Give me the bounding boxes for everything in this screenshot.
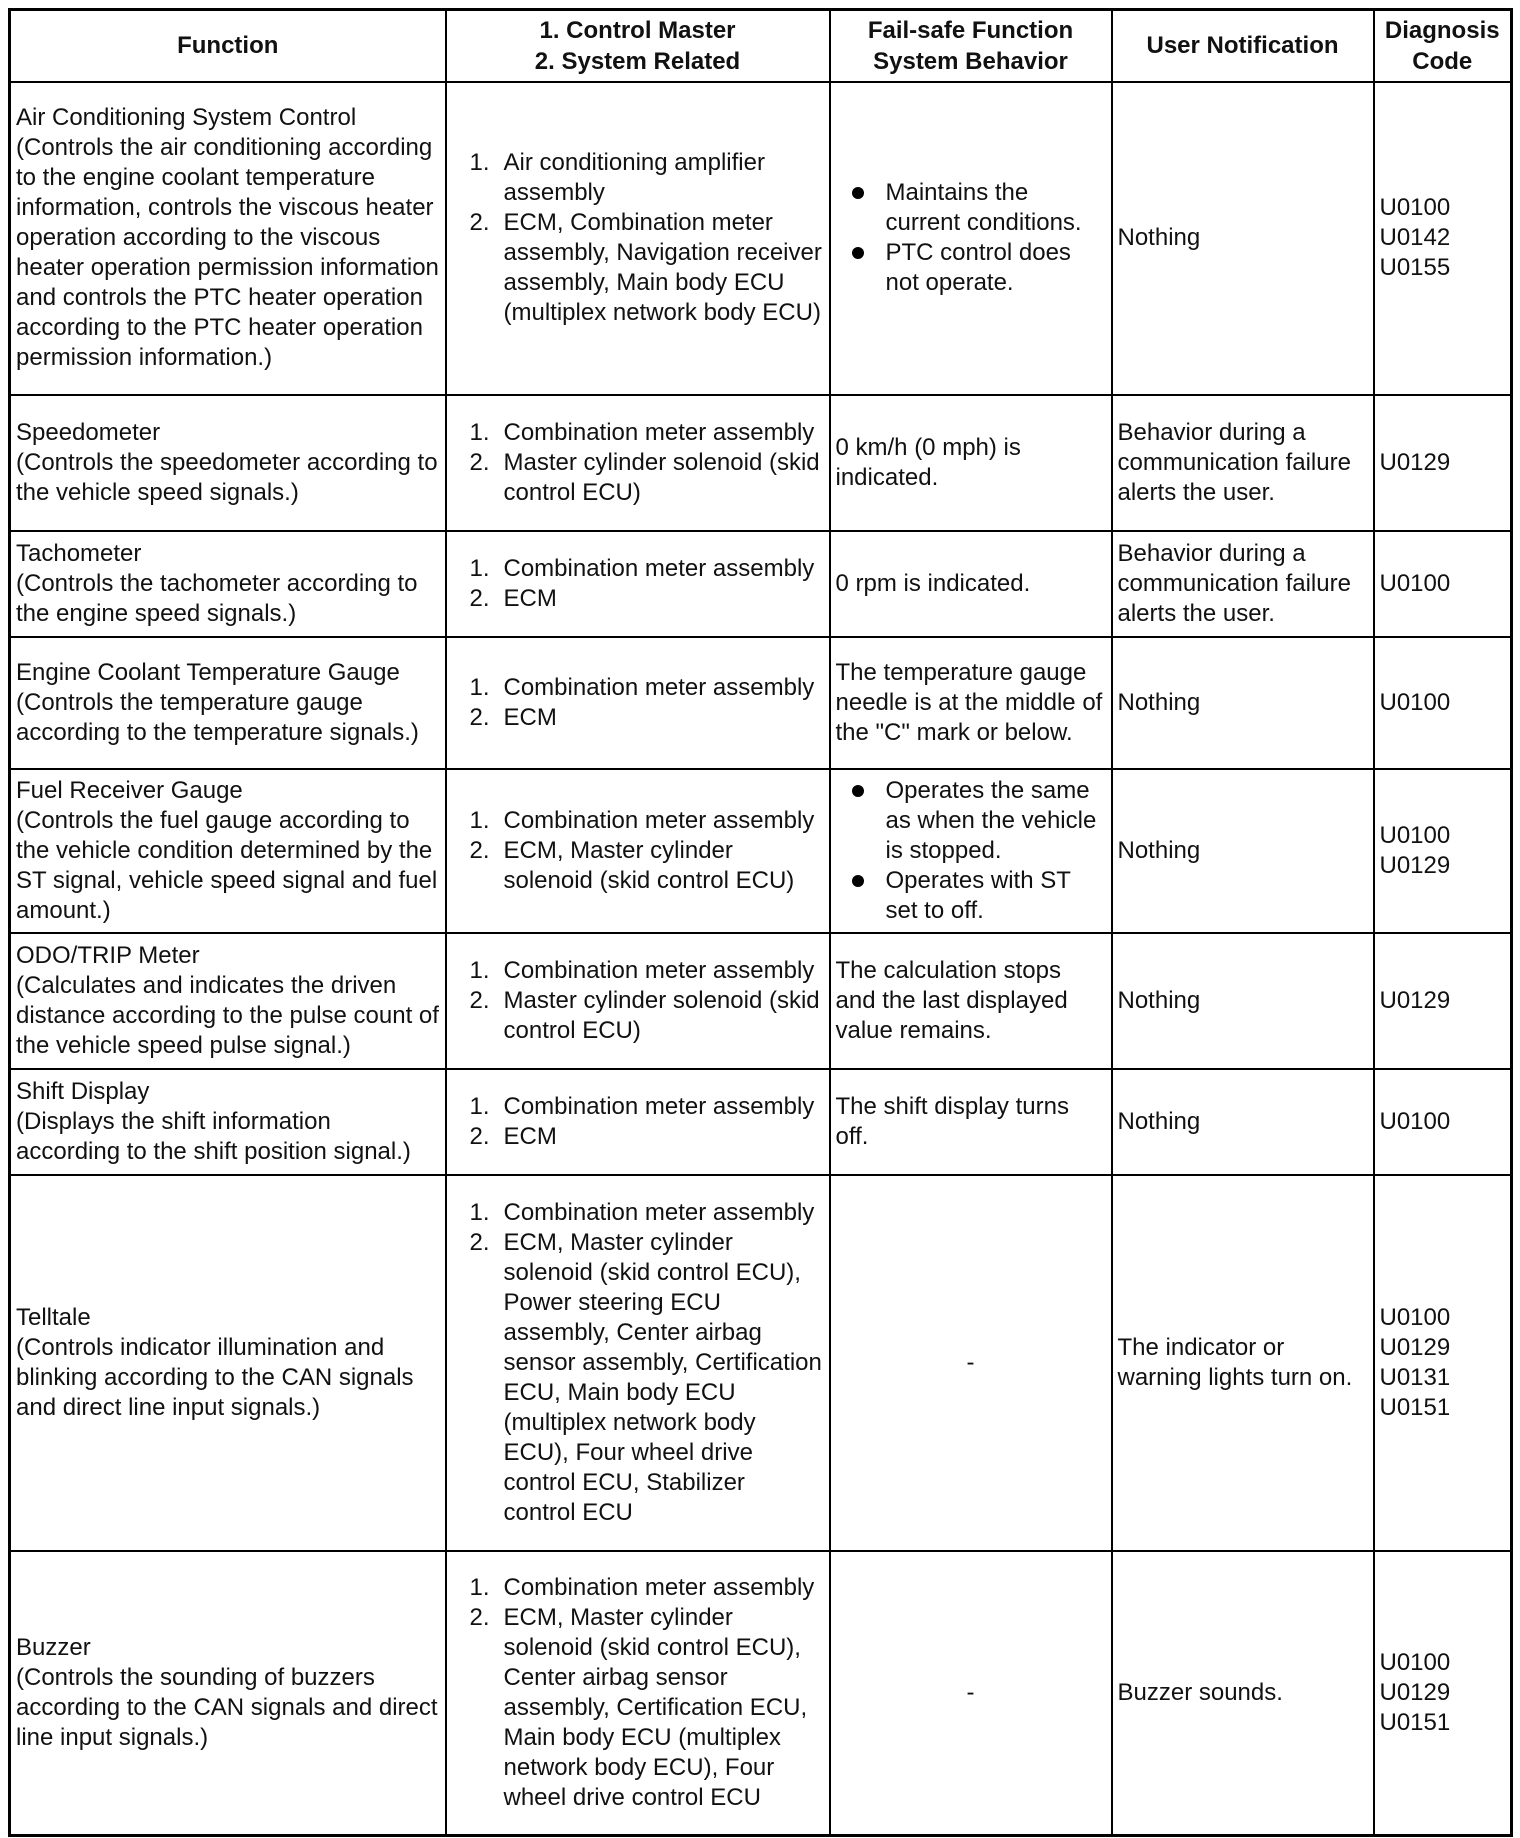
function-description: (Controls the tachometer according to the engine speed signals.) (16, 569, 418, 627)
diagnosis-code: U0129 (1379, 986, 1451, 1014)
function-cell (10, 1069, 446, 1175)
bullet-icon (852, 187, 864, 199)
function-cell (10, 637, 446, 769)
function-title: Buzzer (16, 1633, 91, 1661)
header-failsafe: Fail-safe Function System Behavior (830, 10, 1112, 82)
diagnosis-code: U0129 (1379, 1333, 1451, 1361)
notification-cell: Nothing (1112, 769, 1374, 933)
system-related: Master cylinder solenoid (skid control ECU) (503, 986, 820, 1044)
control-master: Combination meter assembly (503, 1198, 815, 1226)
function-title: ODO/TRIP Meter (16, 941, 200, 969)
failsafe-cell: The calculation stops and the last displayed value remains. (830, 933, 1112, 1069)
table-row (10, 933, 1512, 1069)
failsafe-cell: 0 rpm is indicated. (830, 531, 1112, 637)
function-title: Engine Coolant Temperature Gauge (16, 658, 400, 686)
diagnosis-code: U0155 (1379, 254, 1451, 281)
control-cell (446, 395, 830, 531)
table-row (10, 1551, 1512, 1836)
function-cell (10, 531, 446, 637)
failsafe-item: Operates with ST set to off. (886, 866, 1106, 926)
system-related: ECM, Master cylinder solenoid (skid control ECU), Center airbag sensor assembly, Certification ECU, Main body ECU (multiplex network body ECU), Four wheel drive control ECU (503, 1603, 808, 1811)
control-master: Combination meter assembly (503, 1573, 815, 1601)
header-user-notification: User Notification (1112, 10, 1374, 82)
diagnosis-code: U0129 (1379, 448, 1451, 476)
bullet-icon (852, 785, 864, 797)
diagnosis-code: U0131 (1379, 1363, 1451, 1391)
control-cell (446, 531, 830, 637)
header-control-master: 1. Control Master 2. System Related (446, 10, 830, 82)
control-master: Combination meter assembly (503, 418, 815, 446)
diagnosis-code-cell (1374, 82, 1512, 395)
table-row (10, 82, 1512, 395)
system-related: ECM, Master cylinder solenoid (skid control ECU) (503, 836, 795, 894)
diagnosis-code-cell (1374, 1551, 1512, 1836)
diagnosis-code-cell (1374, 531, 1512, 637)
header-row (10, 10, 1512, 82)
function-cell (10, 1551, 446, 1836)
control-master: Combination meter assembly (503, 1092, 815, 1120)
function-title: Telltale (16, 1303, 91, 1331)
function-cell (10, 82, 446, 395)
function-cell (10, 933, 446, 1069)
diagnosis-code-cell (1374, 1175, 1512, 1551)
system-related: Master cylinder solenoid (skid control ECU) (503, 448, 820, 506)
function-title: Shift Display (16, 1077, 150, 1105)
header-function: Function (10, 10, 446, 82)
notification-cell: Nothing (1112, 637, 1374, 769)
function-description: (Controls the temperature gauge according to the temperature signals.) (16, 688, 419, 746)
system-related: ECM, Master cylinder solenoid (skid control ECU), Power steering ECU assembly, Center airbag sensor assembly, Certification ECU, Main body ECU (multiplex network body ECU), Four wheel drive control ECU, Stabilizer control ECU (503, 1228, 822, 1526)
function-title: Tachometer (16, 539, 142, 567)
diagnosis-code: U0100 (1379, 1648, 1451, 1676)
notification-cell: Behavior during a communication failure alerts the user. (1112, 531, 1374, 637)
diagnosis-code: U0100 (1379, 1107, 1451, 1135)
function-description: (Controls indicator illumination and blinking according to the CAN signals and direct line input signals.) (16, 1333, 414, 1421)
function-description: (Displays the shift information according to the shift position signal.) (16, 1107, 411, 1165)
function-description: (Controls the speedometer according to the vehicle speed signals.) (16, 448, 438, 506)
control-cell (446, 1551, 830, 1836)
function-title: Speedometer (16, 418, 161, 446)
notification-cell: Nothing (1112, 1069, 1374, 1175)
control-cell (446, 1175, 830, 1551)
header-diagnosis-code: Diagnosis Code (1374, 10, 1512, 82)
failsafe-item: Maintains the current conditions. (886, 178, 1106, 238)
diagnosis-code: U0100 (1379, 569, 1451, 597)
failsafe-cell: The shift display turns off. (830, 1069, 1112, 1175)
diagnosis-code-cell (1374, 933, 1512, 1069)
failsafe-cell: 0 km/h (0 mph) is indicated. (830, 395, 1112, 531)
control-master: Combination meter assembly (503, 554, 815, 582)
function-cell (10, 395, 446, 531)
table-row (10, 769, 1512, 933)
function-cell (10, 1175, 446, 1551)
diagnosis-code: U0129 (1379, 851, 1451, 879)
function-description: (Calculates and indicates the driven distance according to the pulse count of the vehicle speed pulse signal.) (16, 971, 439, 1059)
failsafe-cell: The temperature gauge needle is at the middle of the "C" mark or below. (830, 637, 1112, 769)
diagnosis-code-cell (1374, 1069, 1512, 1175)
diagnosis-code-cell (1374, 637, 1512, 769)
control-cell (446, 933, 830, 1069)
diagnosis-code: U0151 (1379, 1393, 1451, 1421)
notification-cell: Nothing (1112, 933, 1374, 1069)
notification-cell: The indicator or warning lights turn on. (1112, 1175, 1374, 1551)
notification-cell: Nothing (1112, 82, 1374, 395)
diagnosis-code: U0142 (1379, 224, 1451, 251)
diagnosis-code: U0100 (1379, 1303, 1451, 1331)
diagnosis-code: U0100 (1379, 821, 1451, 849)
diagnosis-code-cell (1374, 395, 1512, 531)
system-related: ECM (503, 1122, 557, 1150)
failsafe-item: Operates the same as when the vehicle is stopped. (886, 776, 1106, 866)
control-master: Combination meter assembly (503, 673, 815, 701)
failsafe-cell: - (830, 1175, 1112, 1551)
control-master: Combination meter assembly (503, 956, 815, 984)
function-description: (Controls the air conditioning according to the engine coolant temperature information, controls the viscous heater operation according to the viscous heater operation permission information and controls the PTC heater operation according to the PTC heater operation permission information.) (16, 134, 439, 371)
table-row (10, 395, 1512, 531)
system-related: ECM, Combination meter assembly, Navigation receiver assembly, Main body ECU (multiplex network body ECU) (503, 209, 822, 326)
notification-cell: Behavior during a communication failure alerts the user. (1112, 395, 1374, 531)
failsafe-cell (830, 769, 1112, 933)
diagnosis-code: U0129 (1379, 1678, 1451, 1706)
table-row (10, 1175, 1512, 1551)
bullet-icon (852, 247, 864, 259)
failsafe-cell (830, 82, 1112, 395)
failsafe-item: PTC control does not operate. (886, 238, 1106, 298)
can-failsafe-table (8, 8, 1513, 1837)
function-cell (10, 769, 446, 933)
control-master: Combination meter assembly (503, 806, 815, 834)
control-cell (446, 1069, 830, 1175)
bullet-icon (852, 875, 864, 887)
table-row (10, 531, 1512, 637)
function-title: Fuel Receiver Gauge (16, 776, 243, 804)
table-row (10, 1069, 1512, 1175)
diagnosis-code: U0100 (1379, 688, 1451, 716)
failsafe-cell: - (830, 1551, 1112, 1836)
diagnosis-code-cell (1374, 769, 1512, 933)
diagnosis-code: U0151 (1379, 1708, 1451, 1736)
system-related: ECM (503, 703, 557, 731)
diagnosis-code: U0100 (1379, 194, 1451, 221)
notification-cell: Buzzer sounds. (1112, 1551, 1374, 1836)
function-description: (Controls the fuel gauge according to the vehicle condition determined by the ST signal, vehicle speed signal and fuel amount.) (16, 806, 438, 924)
table-row (10, 637, 1512, 769)
control-master: Air conditioning amplifier assembly (503, 149, 765, 206)
control-cell (446, 637, 830, 769)
control-cell (446, 769, 830, 933)
system-related: ECM (503, 584, 557, 612)
function-title: Air Conditioning System Control (16, 104, 357, 131)
function-description: (Controls the sounding of buzzers according to the CAN signals and direct line input signals.) (16, 1663, 438, 1751)
control-cell (446, 82, 830, 395)
